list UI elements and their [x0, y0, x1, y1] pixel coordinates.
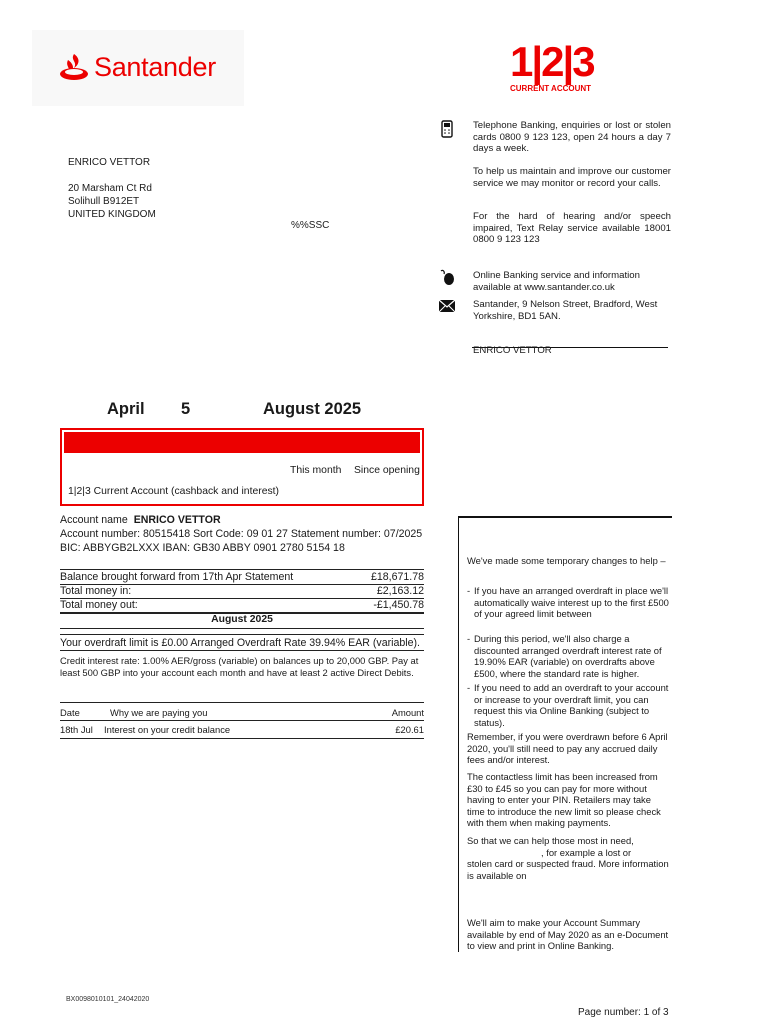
account-holder-name: ENRICO VETTOR — [473, 345, 552, 356]
money-in-label: Total money in: — [60, 585, 132, 597]
summary-header-bar — [64, 432, 420, 453]
txn-header-bottom-rule — [60, 720, 424, 721]
code-mark: %%SSC — [291, 220, 330, 231]
mouse-icon — [438, 268, 456, 286]
notices-left-rule — [458, 516, 459, 952]
txn-row-amount: £20.61 — [395, 724, 424, 735]
period-from-month: April — [107, 400, 145, 418]
notice-intro: We've made some temporary changes to help – — [467, 555, 666, 566]
recipient-address-line3: UNITED KINGDOM — [68, 209, 156, 220]
footer-reference: BX0098010101_24042020 — [66, 996, 150, 1003]
text-relay-text: For the hard of hearing and/or speech impaired, Text Relay service available 18001 0800 9 123 123 — [473, 211, 671, 246]
txn-header-amount: Amount — [391, 707, 424, 718]
notice-paragraph-2: The contactless limit has been increased from £30 to £45 so you can pay for more without having to enter your PIN. Retailers may take time to introduce the new limit so please check with them when making payments. — [467, 771, 661, 829]
txn-row-date: 18th Jul — [60, 724, 93, 735]
balance-rule-4 — [60, 628, 424, 629]
account-details-line: Account number: 80515418 Sort Code: 09 01 27 Statement number: 07/2025 — [60, 528, 423, 540]
txn-header-reason: Why we are paying you — [110, 707, 208, 718]
product-number: 1|2|3 — [510, 38, 594, 85]
santander-flame-logo — [58, 52, 90, 82]
notice-bullet-3: If you need to add an overdraft to your account or increase to your overdraft limit, you can request this via Online Banking (subject to status). — [474, 682, 669, 728]
brand-name: Santander — [94, 52, 216, 82]
balance-brought-forward-value: £18,671.78 — [370, 571, 424, 583]
money-in-value: £2,163.12 — [376, 585, 424, 597]
notice-bullet-1: If you have an arranged overdraft in place we'll automatically waive interest up to the first £500 of your agreed limit between — [474, 585, 669, 620]
overdraft-line: Your overdraft limit is £0.00 Arranged Overdraft Rate 39.94% EAR (variable). — [60, 637, 420, 649]
balance-period-label: August 2025 — [211, 614, 273, 625]
notice-paragraph-1: Remember, if you were overdrawn before 6 April 2020, you'll still need to pay any accrued daily fees and/or interest. — [467, 731, 668, 766]
money-out-label: Total money out: — [60, 599, 138, 611]
product-logo — [510, 38, 600, 93]
notice-paragraph-3a: So that we can help those most in need, — [467, 835, 634, 846]
product-label: CURRENT ACCOUNT — [510, 84, 592, 93]
account-name-value: ENRICO VETTOR — [133, 514, 221, 526]
notice-bullet-3-dash: - — [467, 682, 471, 693]
overdraft-top-rule — [60, 634, 424, 635]
period-to: August 2025 — [263, 400, 362, 418]
txn-header-date: Date — [60, 707, 80, 718]
summary-col-since-opening: Since opening — [354, 465, 420, 476]
summary-account-type: 1|2|3 Current Account (cashback and interest) — [68, 486, 280, 497]
notice-bullet-2-dash: - — [467, 633, 471, 644]
txn-row-rule — [60, 738, 424, 739]
notices-top-rule — [458, 516, 672, 518]
phone-banking-text: Telephone Banking, enquiries or lost or stolen cards 0800 9 123 123, open 24 hours a day 7 days a week. — [473, 120, 671, 155]
interest-note: Credit interest rate: 1.00% AER/gross (variable) on balances up to 20,000 GBP. Pay at least 500 GBP into your account each month and have at least 2 active Direct Debits. — [60, 655, 419, 678]
money-out-value: -£1,450.78 — [373, 599, 424, 611]
notice-bullet-1-dash: - — [467, 585, 471, 596]
phone-icon — [438, 120, 456, 138]
recipient-address-line2: Solihull B912ET — [68, 196, 140, 207]
recipient-name: ENRICO VETTOR — [68, 157, 151, 168]
notice-paragraph-3c: stolen card or suspected fraud. More information is available on — [467, 858, 669, 881]
envelope-icon — [438, 297, 456, 315]
account-name-label: Account name — [60, 514, 128, 526]
notice-paragraph-4: We'll aim to make your Account Summary available by end of May 2020 as an e-Document to view and print in Online Banking. — [467, 917, 669, 952]
period-day: 5 — [181, 400, 191, 418]
call-monitoring-text: To help us maintain and improve our customer service we may monitor or record your calls. — [473, 166, 671, 189]
balance-brought-forward-label: Balance brought forward from 17th Apr Statement — [60, 571, 294, 583]
txn-row-reason: Interest on your credit balance — [104, 724, 231, 735]
notice-bullet-2: During this period, we'll also charge a discounted arranged overdraft interest rate of 19.90% EAR (variable) on overdrafts above £500, where the standard rate is higher. — [474, 633, 662, 679]
account-name-row — [60, 513, 221, 527]
txn-header-top-rule — [60, 702, 424, 703]
online-banking-text: Online Banking service and information available at www.santander.co.uk — [473, 270, 640, 293]
postal-address-text: Santander, 9 Nelson Street, Bradford, West Yorkshire, BD1 5AN. — [473, 299, 658, 322]
overdraft-bottom-rule — [60, 650, 424, 651]
summary-col-this-month: This month — [290, 465, 342, 476]
page-number: Page number: 1 of 3 — [578, 1007, 669, 1018]
account-bic-line: BIC: ABBYGB2LXXX IBAN: GB30 ABBY 0901 2780 5154 18 — [60, 542, 345, 554]
recipient-address-line1: 20 Marsham Ct Rd — [68, 183, 152, 194]
notice-paragraph-3b: , for example a lost or — [541, 847, 632, 858]
